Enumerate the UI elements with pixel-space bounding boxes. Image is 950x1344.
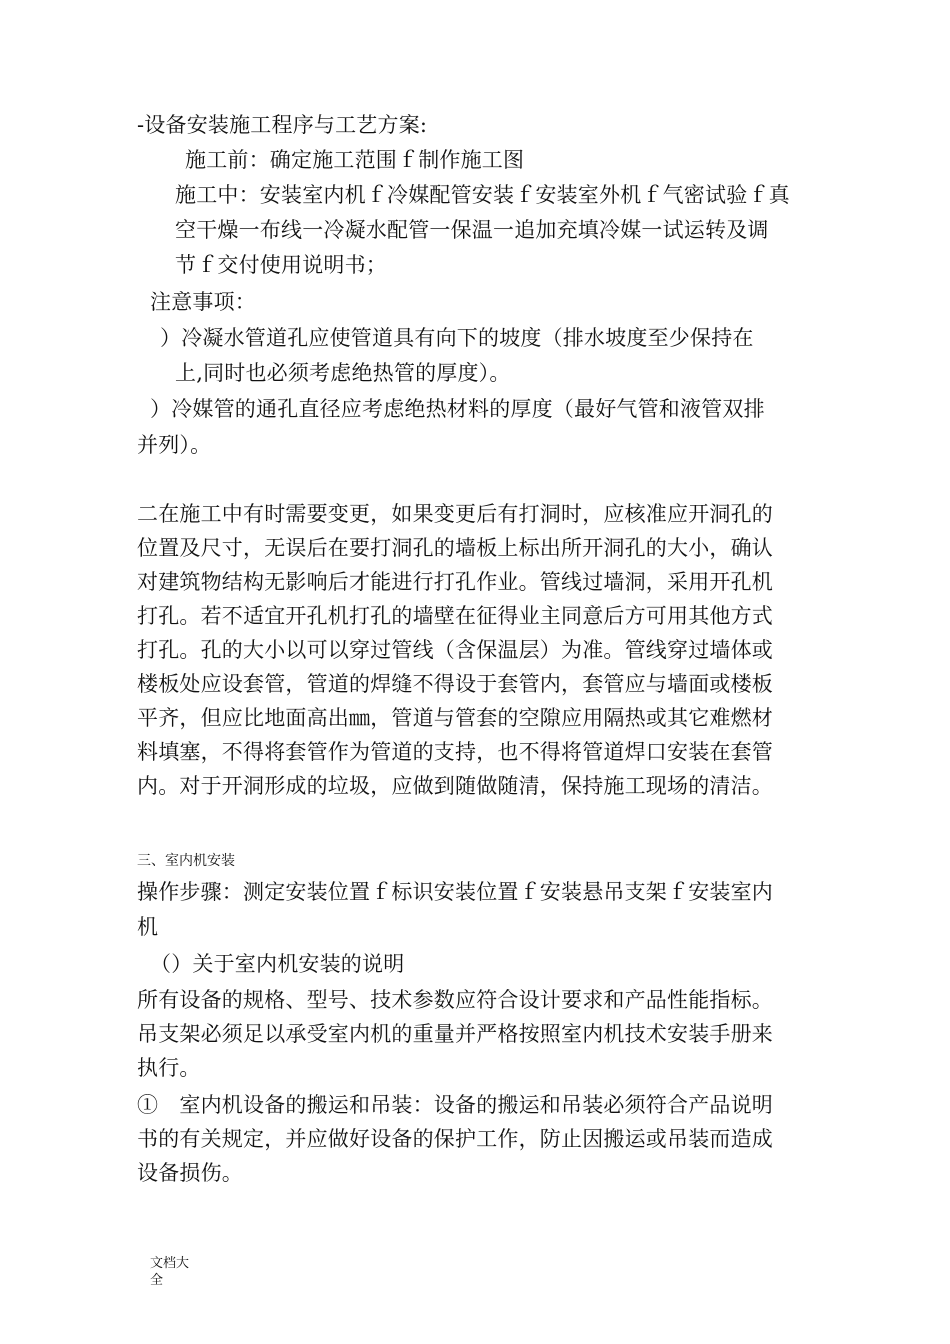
section3-item1-line2: 书的有关规定，并应做好设备的保护工作，防止因搬运或吊装而造成	[137, 1127, 773, 1151]
section2-line: 楼板处应设套管，管道的焊缝不得设于套管内，套管应与墙面或楼板	[137, 672, 773, 696]
section2-line: 打孔。若不适宜开孔机打孔的墙壁在征得业主同意后方可用其他方式	[137, 604, 773, 628]
section3-para-line1: 所有设备的规格、型号、技术参数应符合设计要求和产品性能指标。	[137, 988, 773, 1012]
section3-item1-line3: 设备损伤。	[137, 1161, 243, 1185]
section3-heading: 三、室内机安装	[137, 853, 235, 869]
section2-line: 对建筑物结构无影响后才能进行打孔作业。管线过墙洞，采用开孔机	[137, 570, 773, 594]
section2-line: 二在施工中有时需要变更，如果变更后有打洞时，应核准应开洞孔的	[137, 502, 773, 526]
section1-during-line2: 空干燥一布线一冷凝水配管一保温一追加充填冷媒一试运转及调	[175, 218, 769, 242]
section1-note1-line2: 上,同时也必须考虑绝热管的厚度）。	[175, 361, 511, 385]
section2-line: 内。对于开洞形成的垃圾，应做到随做随清，保持施工现场的清洁。	[137, 774, 773, 798]
section2-line: 打孔。孔的大小以可以穿过管线（含保温层）为准。管线穿过墙体或	[137, 638, 773, 662]
section1-note2-line2: 并列）。	[137, 433, 212, 457]
footer-label-line1: 文档大	[150, 1256, 190, 1271]
section3-steps-line2: 机	[137, 915, 159, 939]
section3-steps-line1: 操作步骤：测定安装位置ｆ标识安装位置ｆ安装悬吊支架ｆ安装室内	[137, 880, 773, 904]
section2-line: 料填塞，不得将套管作为管道的支持，也不得将管道焊口安装在套管	[137, 740, 773, 764]
section1-note1-line1: ）冷凝水管道孔应使管道具有向下的坡度（排水坡度至少保持在	[160, 326, 754, 350]
footer-label-line2: 全	[150, 1273, 164, 1288]
section1-notes-title: 注意事项：	[150, 290, 256, 314]
section2-line: 平齐，但应比地面高出㎜，管道与管套的空隙应用隔热或其它难燃材	[137, 706, 773, 730]
section1-title: -设备安装施工程序与工艺方案:	[137, 113, 428, 137]
section1-note2-line1: ）冷媒管的通孔直径应考虑绝热材料的厚度（最好气管和液管双排	[150, 397, 765, 421]
section1-before: 施工前：确定施工范围ｆ制作施工图	[185, 148, 525, 172]
section2-line: 位置及尺寸，无误后在要打洞孔的墙板上标出所开洞孔的大小，确认	[137, 536, 773, 560]
section1-during-line1: 施工中：安装室内机ｆ冷媒配管安装ｆ安装室外机ｆ气密试验ｆ真	[175, 183, 790, 207]
section3-sub-heading: （）关于室内机安装的说明	[150, 952, 405, 976]
section3-item1-line1: ① 室内机设备的搬运和吊装：设备的搬运和吊装必须符合产品说明	[137, 1093, 773, 1117]
section3-para-line3: 执行。	[137, 1056, 201, 1080]
section1-during-line3: 节ｆ交付使用说明书；	[175, 253, 387, 277]
section3-para-line2: 吊支架必须足以承受室内机的重量并严格按照室内机技术安装手册来	[137, 1022, 773, 1046]
